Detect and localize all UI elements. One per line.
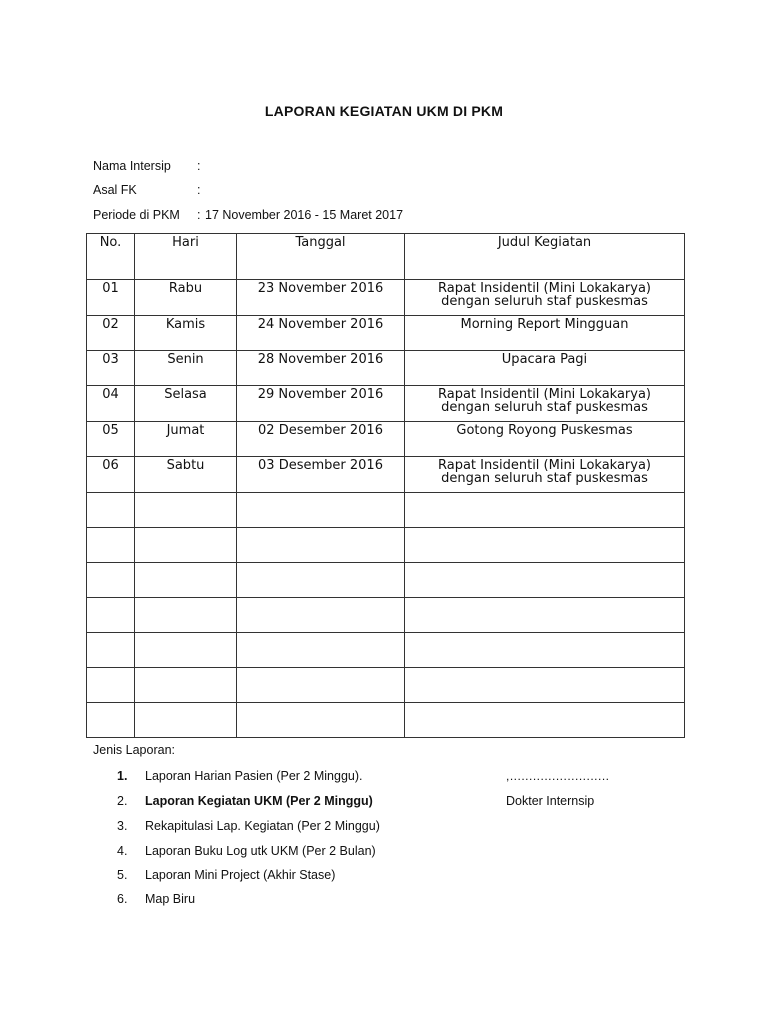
cell-hari (135, 668, 237, 703)
cell-no (87, 633, 135, 668)
cell-judul-kegiatan (405, 668, 685, 703)
cell-no: 02 (87, 316, 135, 351)
judul-line: Rapat Insidentil (Mini Lokakarya) (437, 387, 652, 402)
cell-hari: Rabu (135, 280, 237, 316)
field-label: Asal FK (93, 183, 137, 197)
signature-place-date: ,.......................... (506, 769, 610, 783)
judul-line: Rapat Insidentil (Mini Lokakarya) (437, 458, 652, 473)
cell-tanggal: 29 November 2016 (237, 386, 405, 422)
header-judul-kegiatan: Judul Kegiatan (405, 234, 685, 280)
jenis-laporan-item (117, 794, 373, 808)
activity-table (86, 233, 685, 738)
cell-tanggal (237, 493, 405, 528)
table-row (87, 422, 685, 457)
cell-judul-kegiatan (405, 528, 685, 563)
cell-judul-kegiatan (405, 493, 685, 528)
table-row-empty (87, 668, 685, 703)
judul-line: Rapat Insidentil (Mini Lokakarya) (437, 281, 652, 296)
cell-judul-kegiatan (405, 633, 685, 668)
item-text: Rekapitulasi Lap. Kegiatan (Per 2 Minggu) (145, 819, 380, 833)
cell-hari: Jumat (135, 422, 237, 457)
jenis-laporan-item (117, 868, 335, 882)
cell-judul-kegiatan (405, 598, 685, 633)
cell-tanggal (237, 598, 405, 633)
header-no: No. (87, 234, 135, 280)
table-row (87, 457, 685, 493)
cell-hari: Selasa (135, 386, 237, 422)
cell-judul-kegiatan (405, 280, 685, 316)
cell-judul-kegiatan (405, 351, 685, 386)
cell-hari (135, 598, 237, 633)
item-number: 4. (117, 844, 128, 858)
field-asal-fk (93, 183, 205, 197)
item-number: 6. (117, 892, 128, 906)
table-row (87, 351, 685, 386)
judul-line: dengan seluruh staf puskesmas (441, 471, 648, 486)
cell-no (87, 703, 135, 738)
table-row (87, 280, 685, 316)
field-label: Periode di PKM (93, 208, 180, 222)
cell-no: 01 (87, 280, 135, 316)
cell-tanggal (237, 528, 405, 563)
cell-tanggal: 24 November 2016 (237, 316, 405, 351)
cell-no (87, 563, 135, 598)
cell-hari (135, 528, 237, 563)
judul-line: Morning Report Mingguan (460, 317, 629, 332)
cell-hari (135, 563, 237, 598)
cell-tanggal: 28 November 2016 (237, 351, 405, 386)
item-text: Laporan Mini Project (Akhir Stase) (145, 868, 336, 882)
item-text: Map Biru (145, 892, 196, 906)
cell-tanggal: 03 Desember 2016 (237, 457, 405, 493)
field-separator: : (197, 183, 201, 197)
field-periode (93, 208, 403, 222)
table-row-empty (87, 528, 685, 563)
cell-tanggal: 02 Desember 2016 (237, 422, 405, 457)
cell-tanggal: 23 November 2016 (237, 280, 405, 316)
cell-judul-kegiatan (405, 563, 685, 598)
jenis-laporan-item (117, 819, 380, 833)
document-title: LAPORAN KEGIATAN UKM DI PKM (264, 103, 504, 119)
cell-tanggal (237, 668, 405, 703)
cell-tanggal (237, 563, 405, 598)
table-header-row (87, 234, 685, 280)
cell-judul-kegiatan (405, 703, 685, 738)
item-text: Laporan Buku Log utk UKM (Per 2 Bulan) (145, 844, 376, 858)
jenis-laporan-heading: Jenis Laporan: (93, 743, 176, 757)
header-tanggal: Tanggal (237, 234, 405, 280)
judul-line: Upacara Pagi (501, 352, 588, 367)
item-number: 1. (117, 769, 128, 783)
cell-hari: Senin (135, 351, 237, 386)
field-value: 17 November 2016 - 15 Maret 2017 (205, 208, 404, 222)
cell-no (87, 668, 135, 703)
cell-judul-kegiatan (405, 422, 685, 457)
jenis-laporan-item (117, 844, 376, 858)
item-text: Laporan Kegiatan UKM (Per 2 Minggu) (145, 794, 373, 808)
field-separator: : (197, 159, 201, 173)
cell-no (87, 598, 135, 633)
cell-no: 06 (87, 457, 135, 493)
cell-no (87, 528, 135, 563)
table-row-empty (87, 563, 685, 598)
table-row-empty (87, 493, 685, 528)
table-row (87, 316, 685, 351)
cell-hari: Sabtu (135, 457, 237, 493)
cell-no: 04 (87, 386, 135, 422)
field-nama-intersip (93, 159, 205, 173)
jenis-laporan-item (117, 769, 362, 783)
cell-judul-kegiatan (405, 316, 685, 351)
cell-hari (135, 633, 237, 668)
cell-no: 03 (87, 351, 135, 386)
jenis-laporan-item (117, 892, 195, 906)
table-row-empty (87, 633, 685, 668)
field-label: Nama Intersip (93, 159, 171, 173)
cell-judul-kegiatan (405, 457, 685, 493)
cell-no: 05 (87, 422, 135, 457)
cell-tanggal (237, 633, 405, 668)
judul-line: Gotong Royong Puskesmas (456, 423, 633, 438)
cell-hari: Kamis (135, 316, 237, 351)
cell-tanggal (237, 703, 405, 738)
table-row-empty (87, 703, 685, 738)
judul-line: dengan seluruh staf puskesmas (441, 400, 648, 415)
header-hari: Hari (135, 234, 237, 280)
cell-hari (135, 493, 237, 528)
table-body (87, 280, 685, 738)
field-separator: : (197, 208, 201, 222)
cell-hari (135, 703, 237, 738)
signature-role: Dokter Internsip (506, 794, 595, 808)
item-number: 5. (117, 868, 128, 882)
table-row (87, 386, 685, 422)
table-row-empty (87, 598, 685, 633)
item-text: Laporan Harian Pasien (Per 2 Minggu). (145, 769, 363, 783)
item-number: 2. (117, 794, 128, 808)
cell-judul-kegiatan (405, 386, 685, 422)
cell-no (87, 493, 135, 528)
item-number: 3. (117, 819, 128, 833)
judul-line: dengan seluruh staf puskesmas (441, 294, 648, 309)
